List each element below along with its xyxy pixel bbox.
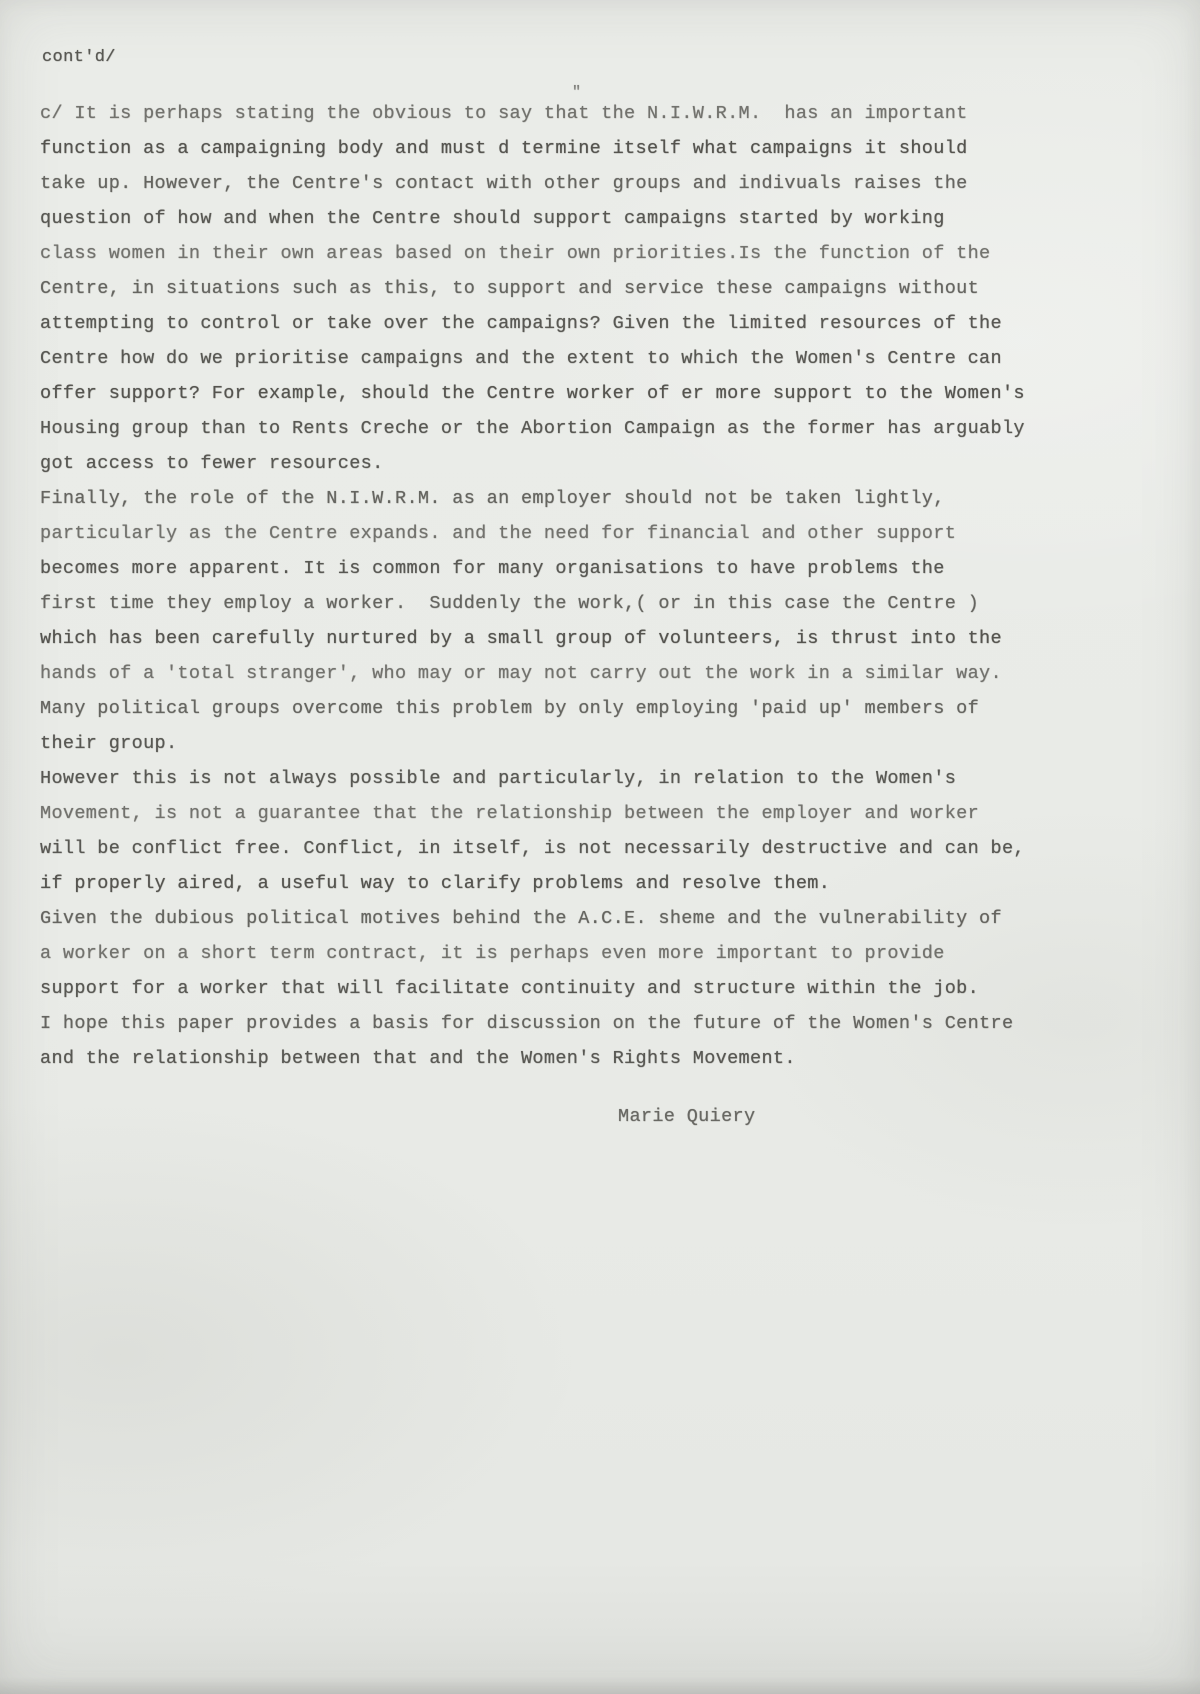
text-line: Housing group than to Rents Creche or the Abortion Campaign as the former has arguably — [40, 418, 1025, 439]
text-line: question of how and when the Centre should support campaigns started by working — [40, 208, 945, 229]
text-line: Finally, the role of the N.I.W.R.M. as an employer should not be taken lightly, — [40, 488, 945, 509]
stray-typed-mark: " — [572, 84, 582, 101]
text-line: Movement, is not a guarantee that the relationship between the employer and worker — [40, 803, 980, 824]
text-line: support for a worker that will facilitate continuity and structure within the job. — [40, 978, 980, 999]
text-line: will be conflict free. Conflict, in itself, is not necessarily destructive and can be, — [40, 838, 1025, 859]
text-line: c/ It is perhaps stating the obvious to say that the N.I.W.R.M. has an important — [40, 103, 968, 124]
text-line: becomes more apparent. It is common for many organisations to have problems the — [40, 558, 945, 579]
text-line: offer support? For example, should the Centre worker of er more support to the Women's — [40, 383, 1025, 404]
text-line: which has been carefully nurtured by a small group of volunteers, is thrust into the — [40, 628, 1002, 649]
text-line: and the relationship between that and the Women's Rights Movement. — [40, 1048, 796, 1069]
text-line: attempting to control or take over the campaigns? Given the limited resources of the — [40, 313, 1002, 334]
text-line: I hope this paper provides a basis for discussion on the future of the Women's Centre — [40, 1013, 1014, 1034]
text-line: hands of a 'total stranger', who may or may not carry out the work in a similar way. — [40, 663, 1002, 684]
text-line: Centre, in situations such as this, to support and service these campaigns without — [40, 278, 980, 299]
text-line: class women in their own areas based on their own priorities.Is the function of the — [40, 243, 991, 264]
author-signature: Marie Quiery — [618, 1106, 756, 1127]
text-line: However this is not always possible and particularly, in relation to the Women's — [40, 768, 957, 789]
text-line: Many political groups overcome this problem by only employing 'paid up' members of — [40, 698, 980, 719]
text-line: function as a campaigning body and must d termine itself what campaigns it should — [40, 138, 968, 159]
text-line: their group. — [40, 733, 178, 754]
text-line: particularly as the Centre expands. and the need for financial and other support — [40, 523, 957, 544]
continuation-mark: cont'd/ — [42, 48, 116, 67]
text-line: Centre how do we prioritise campaigns and the extent to which the Women's Centre can — [40, 348, 1002, 369]
text-line: first time they employ a worker. Suddenly the work,( or in this case the Centre ) — [40, 593, 980, 614]
text-line: got access to fewer resources. — [40, 453, 384, 474]
text-line: a worker on a short term contract, it is perhaps even more important to provide — [40, 943, 945, 964]
text-line: take up. However, the Centre's contact with other groups and indivuals raises the — [40, 173, 968, 194]
text-line: Given the dubious political motives behind the A.C.E. sheme and the vulnerability of — [40, 908, 1002, 929]
text-line: if properly aired, a useful way to clarify problems and resolve them. — [40, 873, 831, 894]
document-body — [40, 96, 1060, 1076]
